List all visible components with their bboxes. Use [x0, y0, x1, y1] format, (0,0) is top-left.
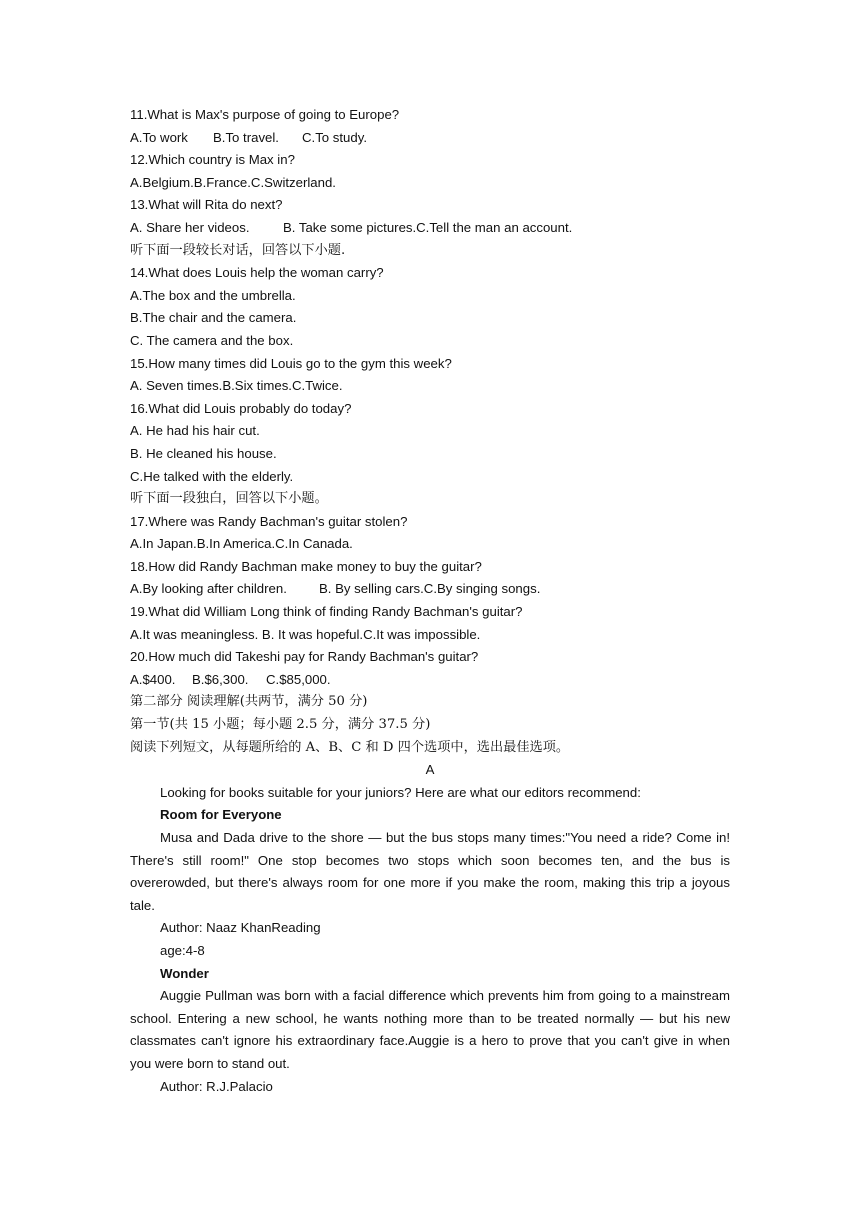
question-20-options [130, 669, 730, 692]
book-description-room-for-everyone: Musa and Dada drive to the shore — but the bus stops many times:"You need a ride? Come in! There's still room!" One stop becomes two stops which soon becomes ten, and the bus is overerowded, but there's always room for one more if you make the room, making this trip a joyous tale. [130, 830, 730, 913]
passage-letter: A [425, 762, 435, 778]
question-16: 16.What did Louis probably do today? [130, 400, 352, 416]
book-title-room-for-everyone: Room for Everyone [160, 807, 282, 823]
question-11: 11.What is Max's purpose of going to Europe? [130, 107, 400, 122]
question-16-option-a: A. He had his hair cut. [130, 423, 260, 439]
instruction-monologue: 听下面一段独白，回答以下小题。 [130, 491, 328, 507]
option-bc: B. By selling cars.C.By singing songs. [319, 581, 541, 597]
question-14: 14.What does Louis help the woman carry? [130, 265, 384, 281]
part-two-heading: 第二部分 阅读理解(共两节，满分 50 分) [130, 694, 368, 710]
book-author-room-for-everyone: Author: Naaz KhanReading [160, 920, 321, 936]
question-18-options [130, 578, 730, 601]
question-14-option-b: B.The chair and the camera. [130, 310, 297, 326]
passage-intro: Looking for books suitable for your juniors? Here are what our editors recommend: [160, 784, 641, 800]
question-15-options: A. Seven times.B.Six times.C.Twice. [130, 378, 343, 394]
question-13: 13.What will Rita do next? [130, 197, 283, 213]
option-b: B.$6,300. [192, 671, 249, 687]
option-bc: B. Take some pictures.C.Tell the man an account. [283, 219, 573, 235]
question-15: 15.How many times did Louis go to the gym this week? [130, 355, 452, 371]
section-one-heading: 第一节(共 15 小题；每小题 2.5 分，满分 37.5 分) [130, 717, 431, 733]
question-19: 19.What did William Long think of finding Randy Bachman's guitar? [130, 604, 523, 620]
option-c: C.To study. [302, 129, 367, 145]
book-age-room-for-everyone: age:4-8 [160, 942, 205, 958]
question-18: 18.How did Randy Bachman make money to buy the guitar? [130, 558, 482, 574]
question-19-options: A.It was meaningless. B. It was hopeful.C.It was impossible. [130, 626, 481, 642]
question-12-options: A.Belgium.B.France.C.Switzerland. [130, 174, 336, 190]
document-page [130, 104, 730, 1098]
question-17-options: A.In Japan.B.In America.C.In Canada. [130, 536, 353, 552]
question-14-option-a: A.The box and the umbrella. [130, 287, 296, 303]
instruction-long-dialogue: 听下面一段较长对话，回答以下小题. [130, 242, 346, 258]
book-author-wonder: Author: R.J.Palacio [160, 1078, 273, 1094]
reading-instruction: 阅读下列短文，从每题所给的 A、B、C 和 D 四个选项中，选出最佳选项。 [130, 739, 570, 755]
question-11-options [130, 127, 730, 150]
question-14-option-c: C. The camera and the box. [130, 332, 294, 348]
option-c: C.$85,000. [266, 671, 331, 687]
question-16-option-b: B. He cleaned his house. [130, 445, 277, 461]
book-title-wonder: Wonder [160, 965, 209, 981]
question-20: 20.How much did Takeshi pay for Randy Bachman's guitar? [130, 649, 479, 665]
question-13-options [130, 217, 730, 240]
option-a: A. Share her videos. [130, 219, 250, 235]
option-a: A.By looking after children. [130, 581, 287, 597]
option-a: A.$400. [130, 671, 176, 687]
question-12: 12.Which country is Max in? [130, 152, 295, 168]
question-16-option-c: C.He talked with the elderly. [130, 468, 294, 484]
book-description-wonder: Auggie Pullman was born with a facial difference which prevents him from going to a mainstream school. Entering a new school, he wants nothing more than to be treated normally — but his new classmates can't ignore his extraordinary face.Auggie is a hero to prove that you can't give in when you were born to stand out. [130, 988, 730, 1071]
option-a: A.To work [130, 129, 188, 145]
question-17: 17.Where was Randy Bachman's guitar stolen? [130, 513, 408, 529]
option-b: B.To travel. [213, 129, 279, 145]
